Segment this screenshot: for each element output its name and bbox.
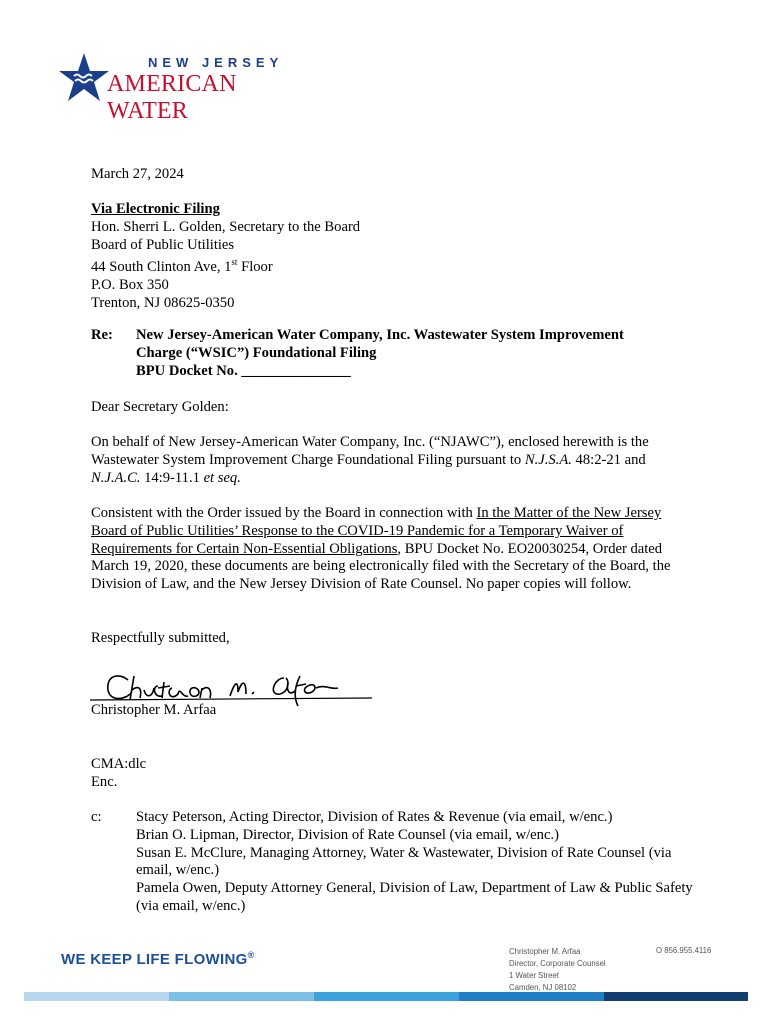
logo-line-2: AMERICAN WATER (107, 71, 237, 124)
re-subject: New Jersey-American Water Company, Inc. Wastewater System Improvement Charge (“WSIC”) Foundational Filing BPU Docket No. _______________ (136, 327, 624, 379)
recipient-street: 44 South Clinton Ave, 1st Floor (91, 257, 273, 276)
letter-date: March 27, 2024 (91, 166, 184, 182)
footer-bar-1 (24, 992, 169, 1001)
re-label: Re: (91, 327, 113, 343)
signer-name: Christopher M. Arfaa (91, 702, 217, 718)
footer-slogan: WE KEEP LIFE FLOWING® (61, 950, 255, 968)
recipient-pobox: P.O. Box 350 (91, 277, 169, 294)
footer-bar-2 (169, 992, 314, 1001)
recipient-city: Trenton, NJ 08625-0350 (91, 294, 235, 311)
initials: CMA:dlc (91, 756, 147, 772)
salutation: Dear Secretary Golden: (91, 399, 229, 415)
star-logo-icon (58, 52, 110, 104)
via-line: Via Electronic Filing (91, 201, 220, 217)
recipient-org: Board of Public Utilities (91, 236, 235, 253)
paragraph-1: On behalf of New Jersey-American Water Company, Inc. (“NJAWC”), enclosed herewith is the Wastewater System Improvement Charge Foundational Filing pursuant to N.J.S.A. 48:2-21 and N.J.A.C. 14:9-11.1 et seq. (91, 434, 649, 486)
cc-item: Brian O. Lipman, Director, Division of Rate Counsel (via email, w/enc.) (136, 826, 559, 843)
footer-bar-5 (604, 992, 748, 1001)
logo-line-1: NEW JERSEY (148, 55, 284, 70)
cc-item: Susan E. McClure, Managing Attorney, Water & Wastewater, Division of Rate Counsel (via email, w/enc.) (136, 844, 672, 879)
recipient-name: Hon. Sherri L. Golden, Secretary to the Board (91, 218, 361, 235)
cc-label: c: (91, 809, 102, 825)
company-logo (58, 52, 318, 124)
closing: Respectfully submitted, (91, 630, 230, 646)
footer-bar-3 (314, 992, 459, 1001)
footer-contact: Christopher M. Arfaa Director, Corporate Counsel 1 Water Street Camden, NJ 08102 (509, 947, 606, 992)
paragraph-2: Consistent with the Order issued by the Board in connection with In the Matter of the New Jersey Board of Public Utilities’ Response to the COVID-19 Pandemic for a Temporary Waiver of Requirements for Certain Non-Essential Obligations, BPU Docket No. EO20030254, Order dated March 19, 2020, these documents are being electronically filed with the Secretary of the Board, the Division of Law, and the New Jersey Division of Rate Counsel. No paper copies will follow. (91, 505, 671, 593)
address-block (91, 201, 360, 313)
cc-list (136, 809, 696, 916)
cc-item: Pamela Owen, Deputy Attorney General, Division of Law, Department of Law & Public Safety (via email, w/enc.) (136, 880, 693, 914)
cc-item: Stacy Peterson, Acting Director, Division of Rates & Revenue (via email, w/enc.) (136, 809, 613, 825)
footer-phone: O 856.955.4116 (656, 946, 712, 955)
enclosure: Enc. (91, 774, 118, 790)
footer-bar-4 (459, 992, 604, 1001)
